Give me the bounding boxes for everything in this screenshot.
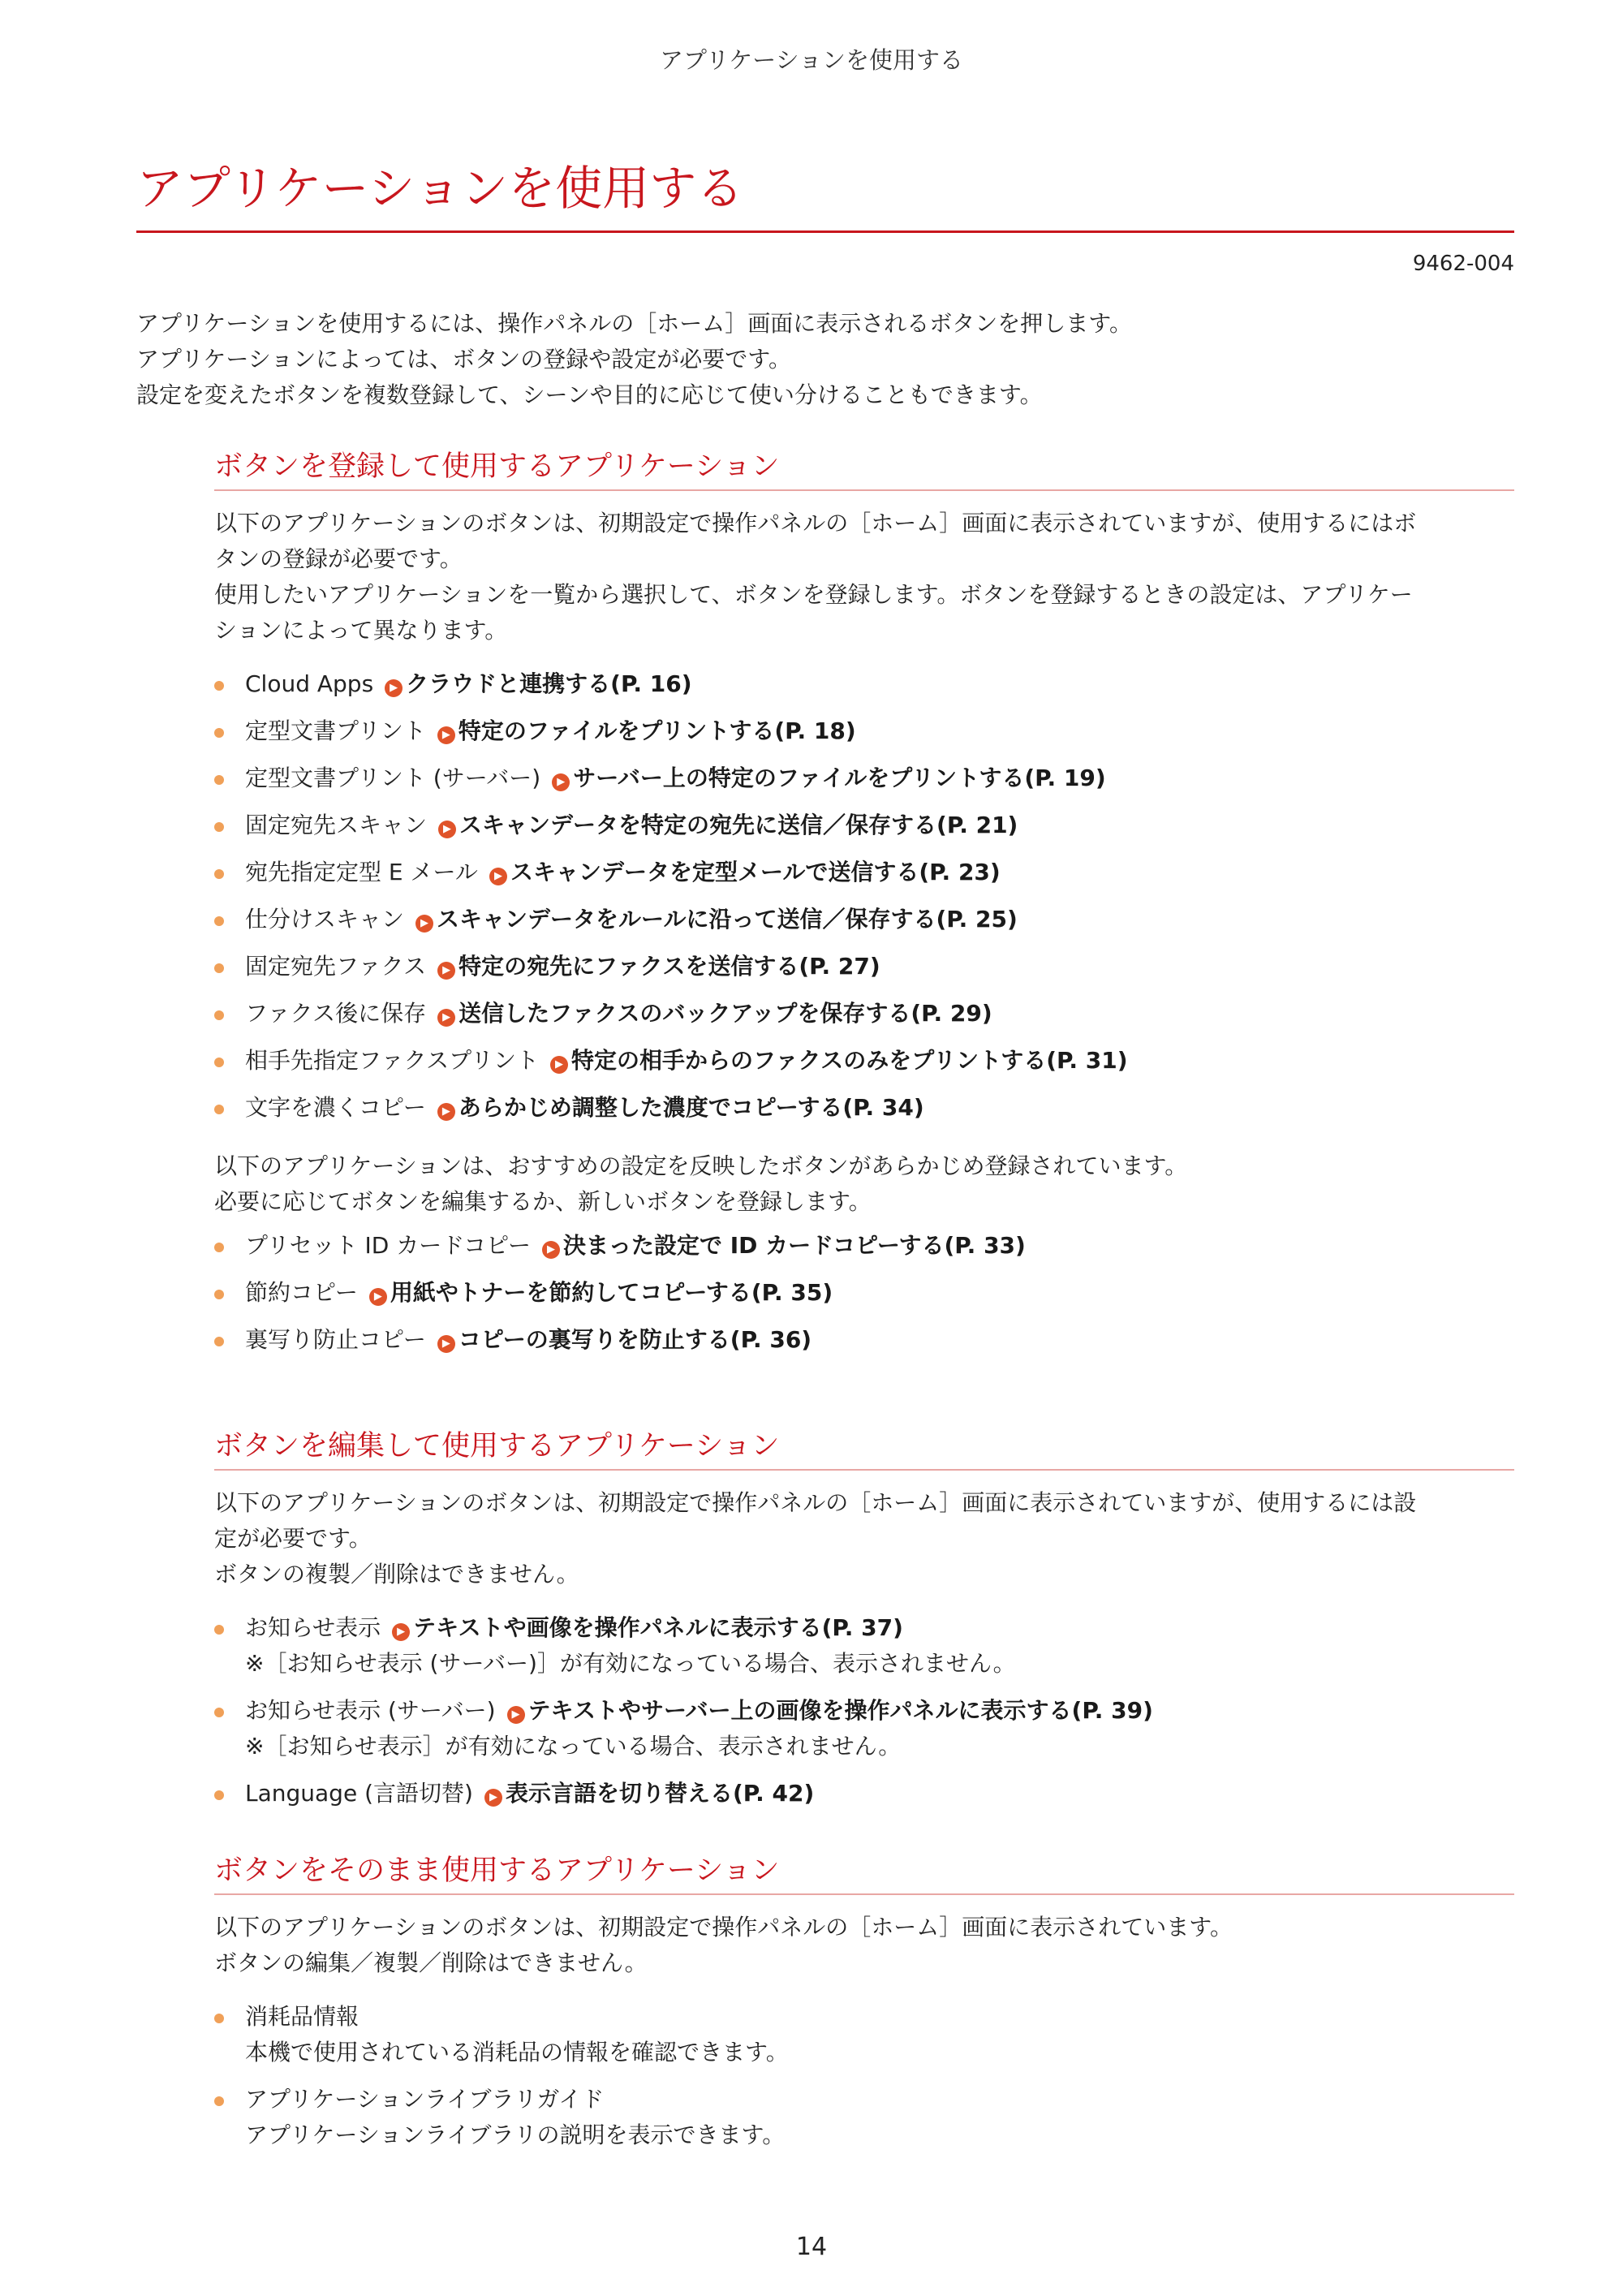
bullet-icon — [214, 1625, 224, 1635]
section-edit-buttons — [214, 1428, 1514, 1811]
list-item — [214, 1322, 1514, 1358]
bullet-icon — [214, 1708, 224, 1717]
reference-link[interactable]: 特定の相手からのファクスのみをプリントする(P. 31) — [571, 1046, 1128, 1074]
bullet-icon — [214, 963, 224, 973]
arrow-right-icon: ▶ — [484, 1789, 502, 1807]
reference-link[interactable]: 特定の宛先にファクスを送信する(P. 27) — [458, 952, 880, 980]
list-item — [214, 855, 1514, 890]
arrow-right-icon: ▶ — [437, 962, 455, 980]
reference-link[interactable]: 特定のファイルをプリントする(P. 18) — [458, 717, 856, 744]
paragraph-line: 以下のアプリケーションのボタンは、初期設定で操作パネルの［ホーム］画面に表示されています。 — [214, 1913, 1233, 1941]
intro-line: アプリケーションを使用するには、操作パネルの［ホーム］画面に表示されるボタンを押します。 — [136, 310, 1132, 337]
paragraph-line: 定が必要です。 — [214, 1524, 372, 1552]
reference-link[interactable]: スキャンデータをルールに沿って送信／保存する(P. 25) — [437, 905, 1018, 933]
app-name: プリセット ID カードコピー — [245, 1231, 531, 1259]
app-name: 裏写り防止コピー — [245, 1325, 426, 1353]
list-item — [214, 1776, 1514, 1811]
reference-link[interactable]: あらかじめ調整した濃度でコピーする(P. 34) — [458, 1093, 924, 1121]
app-name: ファクス後に保存 — [245, 999, 427, 1027]
bullet-icon — [214, 775, 224, 785]
bullet-icon — [214, 681, 224, 691]
section-heading: ボタンを編集して使用するアプリケーション — [214, 1428, 1514, 1471]
paragraph-line: 以下のアプリケーションは、おすすめの設定を反映したボタンがあらかじめ登録されています。 — [214, 1152, 1188, 1179]
app-name: 節約コピー — [245, 1278, 358, 1306]
bullet-icon — [214, 1337, 224, 1346]
paragraph-line: 使用したいアプリケーションを一覧から選択して、ボタンを登録します。ボタンを登録するときの設定は、アプリケー — [214, 580, 1413, 608]
app-list — [214, 666, 1514, 1126]
app-name: 文字を濃くコピー — [245, 1093, 426, 1121]
app-name: Cloud Apps — [245, 670, 374, 697]
bullet-icon — [214, 2096, 224, 2106]
list-item — [214, 1999, 1514, 2070]
arrow-right-icon: ▶ — [489, 868, 507, 885]
arrow-right-icon: ▶ — [550, 1056, 568, 1074]
app-name: お知らせ表示 (サーバー) — [245, 1696, 496, 1724]
paragraph-line: 必要に応じてボタンを編集するか、新しいボタンを登録します。 — [214, 1187, 872, 1215]
app-name: Language (言語切替) — [245, 1779, 473, 1807]
app-name: 仕分けスキャン — [245, 905, 405, 933]
item-note: ※［お知らせ表示］が有効になっている場合、表示されません。 — [245, 1732, 902, 1760]
intro-text — [136, 306, 1516, 413]
list-item — [214, 2082, 1514, 2153]
section-heading: ボタンをそのまま使用するアプリケーション — [214, 1853, 1514, 1895]
arrow-right-icon: ▶ — [437, 1335, 455, 1353]
reference-link[interactable]: テキストやサーバー上の画像を操作パネルに表示する(P. 39) — [527, 1696, 1153, 1724]
reference-link[interactable]: 決まった設定で ID カードコピーする(P. 33) — [562, 1231, 1026, 1259]
list-item — [214, 1043, 1514, 1079]
app-name: 宛先指定定型 E メール — [245, 858, 478, 885]
app-name: 定型文書プリント — [245, 717, 426, 744]
reference-link[interactable]: 用紙やトナーを節約してコピーする(P. 35) — [390, 1278, 833, 1306]
item-note: アプリケーションライブラリの説明を表示できます。 — [245, 2121, 786, 2148]
reference-link[interactable]: 送信したファクスのバックアップを保存する(P. 29) — [458, 999, 992, 1027]
title-rule — [136, 230, 1514, 233]
preset-app-list — [214, 1228, 1514, 1358]
document-code: 9462-004 — [1412, 252, 1514, 276]
list-item — [214, 666, 1514, 702]
paragraph-line: 以下のアプリケーションのボタンは、初期設定で操作パネルの［ホーム］画面に表示されていますが、使用するにはボ — [214, 509, 1417, 536]
bullet-icon — [214, 869, 224, 879]
reference-link[interactable]: クラウドと連携する(P. 16) — [406, 670, 692, 697]
app-list — [214, 1610, 1514, 1811]
item-note: ※［お知らせ表示 (サーバー)］が有効になっている場合、表示されません。 — [245, 1649, 1016, 1677]
arrow-right-icon: ▶ — [437, 1009, 455, 1027]
paragraph-line: ボタンの編集／複製／削除はできません。 — [214, 1949, 648, 1976]
arrow-right-icon: ▶ — [437, 1103, 455, 1121]
section-register-buttons — [214, 449, 1514, 1358]
reference-link[interactable]: 表示言語を切り替える(P. 42) — [505, 1779, 815, 1807]
list-item — [214, 760, 1514, 796]
bullet-icon — [214, 1010, 224, 1020]
arrow-right-icon: ▶ — [507, 1706, 525, 1724]
paragraph-line: 以下のアプリケーションのボタンは、初期設定で操作パネルの［ホーム］画面に表示されていますが、使用するには設 — [214, 1488, 1417, 1516]
arrow-right-icon: ▶ — [542, 1241, 560, 1259]
section-use-as-is — [214, 1853, 1514, 2153]
list-item — [214, 808, 1514, 843]
arrow-right-icon: ▶ — [552, 773, 570, 791]
arrow-right-icon: ▶ — [392, 1623, 410, 1641]
bullet-icon — [214, 1105, 224, 1114]
list-item — [214, 902, 1514, 937]
bullet-icon — [214, 728, 224, 738]
list-item — [214, 713, 1514, 749]
reference-link[interactable]: コピーの裏写りを防止する(P. 36) — [458, 1325, 812, 1353]
arrow-right-icon: ▶ — [369, 1288, 387, 1306]
reference-link[interactable]: スキャンデータを特定の宛先に送信／保存する(P. 21) — [459, 811, 1018, 838]
paragraph-line: ボタンの複製／削除はできません。 — [214, 1560, 579, 1587]
list-item — [214, 996, 1514, 1032]
app-name: お知らせ表示 — [245, 1613, 381, 1641]
app-list — [214, 1999, 1514, 2153]
app-name: 固定宛先スキャン — [245, 811, 428, 838]
bullet-icon — [214, 1058, 224, 1067]
intro-line: アプリケーションによっては、ボタンの登録や設定が必要です。 — [136, 346, 791, 373]
bullet-icon — [214, 2014, 224, 2023]
paragraph-line: タンの登録が必要です。 — [214, 545, 463, 572]
bullet-icon — [214, 1243, 224, 1252]
bullet-icon — [214, 1790, 224, 1800]
arrow-right-icon: ▶ — [385, 679, 403, 697]
app-name: 定型文書プリント (サーバー) — [245, 764, 541, 791]
reference-link[interactable]: テキストや画像を操作パネルに表示する(P. 37) — [413, 1613, 903, 1641]
arrow-right-icon: ▶ — [437, 726, 455, 744]
bullet-icon — [214, 916, 224, 926]
page-number: 14 — [795, 2233, 828, 2261]
reference-link[interactable]: サーバー上の特定のファイルをプリントする(P. 19) — [573, 764, 1106, 791]
arrow-right-icon: ▶ — [438, 821, 456, 838]
item-note: 本機で使用されている消耗品の情報を確認できます。 — [245, 2038, 789, 2066]
list-item — [214, 1090, 1514, 1126]
bullet-icon — [214, 822, 224, 832]
list-item — [214, 949, 1514, 984]
page-title: アプリケーションを使用する — [136, 161, 744, 216]
arrow-right-icon: ▶ — [415, 915, 433, 933]
intro-line: 設定を変えたボタンを複数登録して、シーンや目的に応じて使い分けることもできます。 — [136, 381, 1043, 408]
bullet-icon — [214, 1290, 224, 1299]
section-heading: ボタンを登録して使用するアプリケーション — [214, 449, 1514, 491]
list-item — [214, 1228, 1514, 1264]
reference-link[interactable]: スキャンデータを定型メールで送信する(P. 23) — [510, 858, 1001, 885]
list-item — [214, 1610, 1514, 1682]
paragraph-line: ションによって異なります。 — [214, 616, 508, 644]
list-item — [214, 1275, 1514, 1311]
app-name: 固定宛先ファクス — [245, 952, 427, 980]
list-item — [214, 1693, 1514, 1764]
running-header: アプリケーションを使用する — [659, 46, 964, 74]
app-name: 相手先指定ファクスプリント — [245, 1046, 540, 1074]
app-name: アプリケーションライブラリガイド — [245, 2085, 605, 2113]
app-name: 消耗品情報 — [245, 2002, 359, 2030]
